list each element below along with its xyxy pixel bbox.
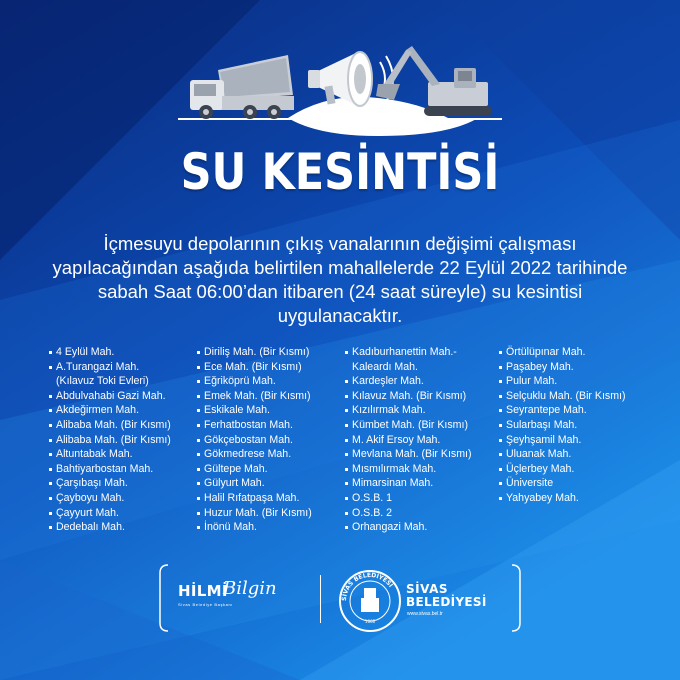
list-item: Alibaba Mah. (Bir Kısmı) (49, 418, 171, 433)
municipality-seal-logo (337, 568, 403, 634)
neighborhood-column-1 (49, 345, 171, 535)
neighborhood-column-3 (345, 345, 472, 535)
page-title: SU KESİNTİSİ (180, 143, 500, 201)
list-item: Kaleardı Mah. (352, 360, 418, 373)
list-item: Eğriköprü Mah. (197, 374, 312, 389)
dump-truck-icon (190, 55, 294, 119)
website-link[interactable]: www.sivas.bel.tr (407, 611, 443, 617)
list-item: Seyrantepe Mah. (499, 403, 626, 418)
mayor-signature: Bilgin (223, 578, 277, 599)
neighborhood-column-4 (499, 345, 626, 506)
seal-year: 1868 (364, 619, 376, 624)
list-item: İnönü Mah. (197, 520, 312, 535)
list-item: Örtülüpınar Mah. (499, 345, 626, 360)
list-item: Gökçebostan Mah. (197, 433, 312, 448)
list-item: Üniversite (499, 476, 626, 491)
list-item: Selçuklu Mah. (Bir Kısmı) (499, 389, 626, 404)
list-item: Kümbet Mah. (Bir Kısmı) (345, 418, 472, 433)
mayor-name: HİLMİ (178, 582, 228, 600)
announcement-text: İçmesuyu depolarının çıkış vanalarının değişimi çalışması yapılacağından aşağıda belirtilen mahallelerde 22 Eylül 2022 tarihinde sabah Saat 06:00’dan itibaren (24 saat süreyle) su kesintisi uygulanacaktır. (52, 233, 628, 326)
footer-divider (320, 575, 321, 623)
list-item: Çayboyu Mah. (49, 491, 171, 506)
list-item: Dedebalı Mah. (49, 520, 171, 535)
list-item: O.S.B. 1 (345, 491, 472, 506)
list-item: Çarşıbaşı Mah. (49, 476, 171, 491)
list-item: Şeyhşamil Mah. (499, 433, 626, 448)
list-item: Alibaba Mah. (Bir Kısmı) (49, 433, 171, 448)
list-item: Altuntabak Mah. (49, 447, 171, 462)
megaphone-icon (308, 52, 393, 106)
mayor-title: Sivas Belediye Başkanı (178, 602, 234, 607)
list-item: Gökmedrese Mah. (197, 447, 312, 462)
list-item: Çayyurt Mah. (49, 506, 171, 521)
list-item: Kardeşler Mah. (345, 374, 472, 389)
list-item: Yahyabey Mah. (499, 491, 626, 506)
list-item: Diriliş Mah. (Bir Kısmı) (197, 345, 312, 360)
list-item: 4 Eylül Mah. (49, 345, 171, 360)
list-item: Emek Mah. (Bir Kısmı) (197, 389, 312, 404)
brand-name-line1: SİVAS (406, 582, 449, 596)
list-item: (Kılavuz Toki Evleri) (56, 375, 149, 388)
list-item: Mısmılırmak Mah. (345, 462, 472, 477)
list-item: Uluanak Mah. (499, 447, 626, 462)
list-item: Kılavuz Mah. (Bir Kısmı) (345, 389, 472, 404)
list-item: Gültepe Mah. (197, 462, 312, 477)
neighborhood-column-2 (197, 345, 312, 535)
list-item: Kızılırmak Mah. (345, 403, 472, 418)
list-item: Eskikale Mah. (197, 403, 312, 418)
list-item: Halil Rıfatpaşa Mah. (197, 491, 312, 506)
list-item: Abdulvahabi Gazi Mah. (49, 389, 171, 404)
mayor-signature-block (178, 578, 298, 612)
list-item: Pulur Mah. (499, 374, 626, 389)
neighborhood-list (0, 345, 680, 545)
header-illustration (178, 40, 502, 140)
list-item: Gülyurt Mah. (197, 476, 312, 491)
list-item: A.Turangazi Mah. (49, 360, 171, 375)
list-item: Üçlerbey Mah. (499, 462, 626, 477)
list-item: M. Akif Ersoy Mah. (345, 433, 472, 448)
list-item: Kadıburhanettin Mah.- (345, 345, 472, 360)
list-item: Bahtiyarbostan Mah. (49, 462, 171, 477)
list-item: Mimarsinan Mah. (345, 476, 472, 491)
list-item: Orhangazi Mah. (345, 520, 472, 535)
list-item: Mevlana Mah. (Bir Kısmı) (345, 447, 472, 462)
list-item: Akdeğirmen Mah. (49, 403, 171, 418)
list-item: Ece Mah. (Bir Kısmı) (197, 360, 312, 375)
brand-name-line2: BELEDİYESİ (406, 595, 487, 609)
list-item: Sularbaşı Mah. (499, 418, 626, 433)
list-item: O.S.B. 2 (345, 506, 472, 521)
seal-text: SİVAS BELEDİYESİ (340, 571, 394, 602)
list-item: Ferhatbostan Mah. (197, 418, 312, 433)
list-item: Paşabey Mah. (499, 360, 626, 375)
list-item: Huzur Mah. (Bir Kısmı) (197, 506, 312, 521)
